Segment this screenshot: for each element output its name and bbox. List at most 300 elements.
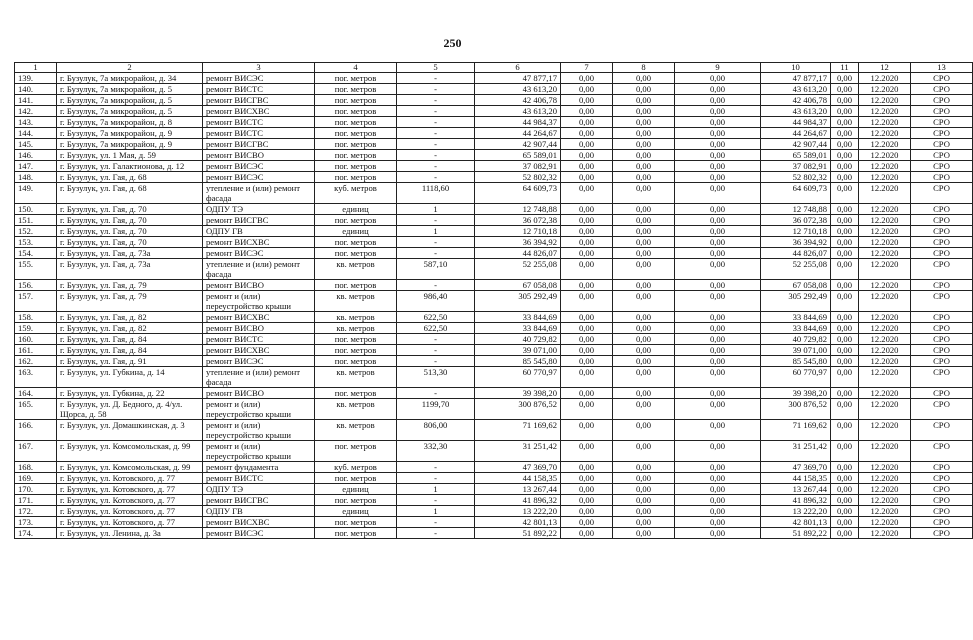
owner-funds-cell: 44 158,35 bbox=[761, 473, 831, 484]
quantity-cell: - bbox=[397, 345, 475, 356]
address-cell: г. Бузулук, ул. Гая, д. 68 bbox=[57, 183, 203, 204]
other-funds-cell: 0,00 bbox=[831, 506, 859, 517]
method-cell: СРО bbox=[911, 399, 973, 420]
fund-cost-cell: 0,00 bbox=[561, 323, 613, 334]
address-cell: г. Бузулук, 7а микрорайон, д. 34 bbox=[57, 73, 203, 84]
completion-date-cell: 12.2020 bbox=[859, 161, 911, 172]
owner-funds-cell: 44 264,67 bbox=[761, 128, 831, 139]
unit-cell: пог. метров bbox=[315, 150, 397, 161]
quantity-cell: 1 bbox=[397, 506, 475, 517]
row-number-cell: 158. bbox=[15, 312, 57, 323]
owner-funds-cell: 64 609,73 bbox=[761, 183, 831, 204]
unit-cell: единиц bbox=[315, 506, 397, 517]
owner-funds-cell: 37 082,91 bbox=[761, 161, 831, 172]
budget-cost-cell: 0,00 bbox=[613, 495, 675, 506]
local-cost-cell: 0,00 bbox=[675, 495, 761, 506]
fund-cost-cell: 0,00 bbox=[561, 388, 613, 399]
row-number-cell: 166. bbox=[15, 420, 57, 441]
total-cost-cell: 47 877,17 bbox=[475, 73, 561, 84]
fund-cost-cell: 0,00 bbox=[561, 150, 613, 161]
completion-date-cell: 12.2020 bbox=[859, 323, 911, 334]
unit-cell: кв. метров bbox=[315, 367, 397, 388]
owner-funds-cell: 52 255,08 bbox=[761, 259, 831, 280]
completion-date-cell: 12.2020 bbox=[859, 139, 911, 150]
local-cost-cell: 0,00 bbox=[675, 420, 761, 441]
fund-cost-cell: 0,00 bbox=[561, 226, 613, 237]
completion-date-cell: 12.2020 bbox=[859, 226, 911, 237]
owner-funds-cell: 43 613,20 bbox=[761, 106, 831, 117]
row-number-cell: 155. bbox=[15, 259, 57, 280]
other-funds-cell: 0,00 bbox=[831, 323, 859, 334]
address-cell: г. Бузулук, ул. Губкина, д. 14 bbox=[57, 367, 203, 388]
other-funds-cell: 0,00 bbox=[831, 528, 859, 539]
owner-funds-cell: 13 267,44 bbox=[761, 484, 831, 495]
row-number-cell: 174. bbox=[15, 528, 57, 539]
fund-cost-cell: 0,00 bbox=[561, 356, 613, 367]
method-cell: СРО bbox=[911, 345, 973, 356]
address-cell: г. Бузулук, ул. Комсомольская, д. 99 bbox=[57, 462, 203, 473]
other-funds-cell: 0,00 bbox=[831, 117, 859, 128]
total-cost-cell: 43 613,20 bbox=[475, 106, 561, 117]
quantity-cell: 332,30 bbox=[397, 441, 475, 462]
work-type-cell: ремонт ВИСЭС bbox=[203, 172, 315, 183]
owner-funds-cell: 39 071,00 bbox=[761, 345, 831, 356]
column-header: 12 bbox=[859, 63, 911, 73]
total-cost-cell: 44 264,67 bbox=[475, 128, 561, 139]
other-funds-cell: 0,00 bbox=[831, 150, 859, 161]
other-funds-cell: 0,00 bbox=[831, 226, 859, 237]
unit-cell: кв. метров bbox=[315, 420, 397, 441]
local-cost-cell: 0,00 bbox=[675, 323, 761, 334]
table-row bbox=[15, 399, 973, 420]
quantity-cell: - bbox=[397, 473, 475, 484]
fund-cost-cell: 0,00 bbox=[561, 280, 613, 291]
unit-cell: пог. метров bbox=[315, 161, 397, 172]
unit-cell: пог. метров bbox=[315, 139, 397, 150]
local-cost-cell: 0,00 bbox=[675, 172, 761, 183]
row-number-cell: 162. bbox=[15, 356, 57, 367]
unit-cell: кв. метров bbox=[315, 399, 397, 420]
unit-cell: пог. метров bbox=[315, 495, 397, 506]
table-row bbox=[15, 334, 973, 345]
fund-cost-cell: 0,00 bbox=[561, 84, 613, 95]
owner-funds-cell: 12 710,18 bbox=[761, 226, 831, 237]
fund-cost-cell: 0,00 bbox=[561, 291, 613, 312]
quantity-cell: - bbox=[397, 150, 475, 161]
work-type-cell: утепление и (или) ремонт фасада bbox=[203, 259, 315, 280]
total-cost-cell: 39 398,20 bbox=[475, 388, 561, 399]
quantity-cell: - bbox=[397, 462, 475, 473]
method-cell: СРО bbox=[911, 280, 973, 291]
address-cell: г. Бузулук, ул. Котовского, д. 77 bbox=[57, 506, 203, 517]
budget-cost-cell: 0,00 bbox=[613, 117, 675, 128]
address-cell: г. Бузулук, ул. Гая, д. 82 bbox=[57, 312, 203, 323]
row-number-cell: 153. bbox=[15, 237, 57, 248]
quantity-cell: - bbox=[397, 73, 475, 84]
table-row bbox=[15, 204, 973, 215]
owner-funds-cell: 85 545,80 bbox=[761, 356, 831, 367]
unit-cell: пог. метров bbox=[315, 356, 397, 367]
budget-cost-cell: 0,00 bbox=[613, 215, 675, 226]
other-funds-cell: 0,00 bbox=[831, 259, 859, 280]
owner-funds-cell: 67 058,08 bbox=[761, 280, 831, 291]
unit-cell: пог. метров bbox=[315, 388, 397, 399]
column-header: 5 bbox=[397, 63, 475, 73]
total-cost-cell: 67 058,08 bbox=[475, 280, 561, 291]
row-number-cell: 154. bbox=[15, 248, 57, 259]
budget-cost-cell: 0,00 bbox=[613, 73, 675, 84]
total-cost-cell: 42 801,13 bbox=[475, 517, 561, 528]
fund-cost-cell: 0,00 bbox=[561, 484, 613, 495]
unit-cell: пог. метров bbox=[315, 84, 397, 95]
row-number-cell: 140. bbox=[15, 84, 57, 95]
owner-funds-cell: 44 984,37 bbox=[761, 117, 831, 128]
local-cost-cell: 0,00 bbox=[675, 128, 761, 139]
local-cost-cell: 0,00 bbox=[675, 506, 761, 517]
quantity-cell: 1118,60 bbox=[397, 183, 475, 204]
completion-date-cell: 12.2020 bbox=[859, 388, 911, 399]
row-number-cell: 165. bbox=[15, 399, 57, 420]
table-row bbox=[15, 484, 973, 495]
budget-cost-cell: 0,00 bbox=[613, 291, 675, 312]
owner-funds-cell: 43 613,20 bbox=[761, 84, 831, 95]
fund-cost-cell: 0,00 bbox=[561, 312, 613, 323]
completion-date-cell: 12.2020 bbox=[859, 172, 911, 183]
other-funds-cell: 0,00 bbox=[831, 399, 859, 420]
row-number-cell: 157. bbox=[15, 291, 57, 312]
owner-funds-cell: 305 292,49 bbox=[761, 291, 831, 312]
owner-funds-cell: 51 892,22 bbox=[761, 528, 831, 539]
local-cost-cell: 0,00 bbox=[675, 150, 761, 161]
table-row bbox=[15, 506, 973, 517]
address-cell: г. Бузулук, 7а микрорайон, д. 5 bbox=[57, 95, 203, 106]
completion-date-cell: 12.2020 bbox=[859, 517, 911, 528]
local-cost-cell: 0,00 bbox=[675, 73, 761, 84]
work-type-cell: ремонт ВИСТС bbox=[203, 117, 315, 128]
completion-date-cell: 12.2020 bbox=[859, 495, 911, 506]
local-cost-cell: 0,00 bbox=[675, 117, 761, 128]
table-row bbox=[15, 139, 973, 150]
fund-cost-cell: 0,00 bbox=[561, 334, 613, 345]
owner-funds-cell: 65 589,01 bbox=[761, 150, 831, 161]
table-row bbox=[15, 84, 973, 95]
local-cost-cell: 0,00 bbox=[675, 345, 761, 356]
quantity-cell: - bbox=[397, 388, 475, 399]
address-cell: г. Бузулук, ул. Гая, д. 73а bbox=[57, 259, 203, 280]
other-funds-cell: 0,00 bbox=[831, 484, 859, 495]
work-type-cell: ремонт ВИСХВС bbox=[203, 312, 315, 323]
total-cost-cell: 41 896,32 bbox=[475, 495, 561, 506]
budget-cost-cell: 0,00 bbox=[613, 95, 675, 106]
unit-cell: единиц bbox=[315, 204, 397, 215]
owner-funds-cell: 41 896,32 bbox=[761, 495, 831, 506]
other-funds-cell: 0,00 bbox=[831, 334, 859, 345]
owner-funds-cell: 33 844,69 bbox=[761, 312, 831, 323]
row-number-cell: 148. bbox=[15, 172, 57, 183]
total-cost-cell: 71 169,62 bbox=[475, 420, 561, 441]
work-type-cell: ремонт ВИСЭС bbox=[203, 356, 315, 367]
row-number-cell: 139. bbox=[15, 73, 57, 84]
row-number-cell: 173. bbox=[15, 517, 57, 528]
local-cost-cell: 0,00 bbox=[675, 517, 761, 528]
address-cell: г. Бузулук, ул. Губкина, д. 22 bbox=[57, 388, 203, 399]
total-cost-cell: 37 082,91 bbox=[475, 161, 561, 172]
quantity-cell: - bbox=[397, 280, 475, 291]
quantity-cell: - bbox=[397, 248, 475, 259]
owner-funds-cell: 36 072,38 bbox=[761, 215, 831, 226]
method-cell: СРО bbox=[911, 215, 973, 226]
work-type-cell: ремонт и (или) переустройство крыши bbox=[203, 420, 315, 441]
other-funds-cell: 0,00 bbox=[831, 204, 859, 215]
budget-cost-cell: 0,00 bbox=[613, 280, 675, 291]
other-funds-cell: 0,00 bbox=[831, 183, 859, 204]
total-cost-cell: 44 826,07 bbox=[475, 248, 561, 259]
table-row bbox=[15, 517, 973, 528]
method-cell: СРО bbox=[911, 139, 973, 150]
owner-funds-cell: 52 802,32 bbox=[761, 172, 831, 183]
address-cell: г. Бузулук, ул. Гая, д. 79 bbox=[57, 291, 203, 312]
owner-funds-cell: 300 876,52 bbox=[761, 399, 831, 420]
table-row bbox=[15, 420, 973, 441]
quantity-cell: 806,00 bbox=[397, 420, 475, 441]
budget-cost-cell: 0,00 bbox=[613, 312, 675, 323]
local-cost-cell: 0,00 bbox=[675, 462, 761, 473]
unit-cell: единиц bbox=[315, 484, 397, 495]
work-type-cell: ОДПУ ТЭ bbox=[203, 484, 315, 495]
column-header: 9 bbox=[675, 63, 761, 73]
table-row bbox=[15, 356, 973, 367]
row-number-cell: 143. bbox=[15, 117, 57, 128]
table-row bbox=[15, 226, 973, 237]
completion-date-cell: 12.2020 bbox=[859, 237, 911, 248]
method-cell: СРО bbox=[911, 473, 973, 484]
fund-cost-cell: 0,00 bbox=[561, 462, 613, 473]
work-type-cell: ремонт ВИСТС bbox=[203, 84, 315, 95]
page-number: 250 bbox=[443, 36, 462, 50]
other-funds-cell: 0,00 bbox=[831, 312, 859, 323]
budget-cost-cell: 0,00 bbox=[613, 226, 675, 237]
owner-funds-cell: 47 369,70 bbox=[761, 462, 831, 473]
completion-date-cell: 12.2020 bbox=[859, 528, 911, 539]
row-number-cell: 142. bbox=[15, 106, 57, 117]
completion-date-cell: 12.2020 bbox=[859, 506, 911, 517]
fund-cost-cell: 0,00 bbox=[561, 473, 613, 484]
address-cell: г. Бузулук, ул. Гая, д. 70 bbox=[57, 215, 203, 226]
table-row bbox=[15, 473, 973, 484]
other-funds-cell: 0,00 bbox=[831, 367, 859, 388]
unit-cell: кв. метров bbox=[315, 323, 397, 334]
address-cell: г. Бузулук, ул. Гая, д. 91 bbox=[57, 356, 203, 367]
address-cell: г. Бузулук, ул. Ленина, д. 3а bbox=[57, 528, 203, 539]
quantity-cell: - bbox=[397, 517, 475, 528]
work-type-cell: утепление и (или) ремонт фасада bbox=[203, 183, 315, 204]
budget-cost-cell: 0,00 bbox=[613, 528, 675, 539]
local-cost-cell: 0,00 bbox=[675, 399, 761, 420]
work-type-cell: ремонт ВИСГВС bbox=[203, 215, 315, 226]
total-cost-cell: 39 071,00 bbox=[475, 345, 561, 356]
budget-cost-cell: 0,00 bbox=[613, 183, 675, 204]
total-cost-cell: 13 222,20 bbox=[475, 506, 561, 517]
other-funds-cell: 0,00 bbox=[831, 237, 859, 248]
work-type-cell: ремонт ВИСВО bbox=[203, 323, 315, 334]
address-cell: г. Бузулук, ул. Гая, д. 70 bbox=[57, 226, 203, 237]
work-type-cell: ремонт ВИСГВС bbox=[203, 495, 315, 506]
row-number-cell: 146. bbox=[15, 150, 57, 161]
method-cell: СРО bbox=[911, 161, 973, 172]
fund-cost-cell: 0,00 bbox=[561, 204, 613, 215]
unit-cell: пог. метров bbox=[315, 528, 397, 539]
address-cell: г. Бузулук, ул. Домашкинская, д. 3 bbox=[57, 420, 203, 441]
method-cell: СРО bbox=[911, 291, 973, 312]
quantity-cell: 622,50 bbox=[397, 323, 475, 334]
owner-funds-cell: 36 394,92 bbox=[761, 237, 831, 248]
completion-date-cell: 12.2020 bbox=[859, 399, 911, 420]
method-cell: СРО bbox=[911, 117, 973, 128]
local-cost-cell: 0,00 bbox=[675, 259, 761, 280]
owner-funds-cell: 39 398,20 bbox=[761, 388, 831, 399]
local-cost-cell: 0,00 bbox=[675, 441, 761, 462]
work-type-cell: ремонт ВИСЭС bbox=[203, 528, 315, 539]
fund-cost-cell: 0,00 bbox=[561, 528, 613, 539]
other-funds-cell: 0,00 bbox=[831, 172, 859, 183]
work-type-cell: ремонт ВИСЭС bbox=[203, 73, 315, 84]
budget-cost-cell: 0,00 bbox=[613, 367, 675, 388]
unit-cell: куб. метров bbox=[315, 183, 397, 204]
quantity-cell: 513,30 bbox=[397, 367, 475, 388]
other-funds-cell: 0,00 bbox=[831, 95, 859, 106]
quantity-cell: 622,50 bbox=[397, 312, 475, 323]
table-body bbox=[15, 73, 973, 539]
table-row bbox=[15, 248, 973, 259]
method-cell: СРО bbox=[911, 517, 973, 528]
row-number-cell: 152. bbox=[15, 226, 57, 237]
budget-cost-cell: 0,00 bbox=[613, 388, 675, 399]
row-number-cell: 147. bbox=[15, 161, 57, 172]
address-cell: г. Бузулук, ул. Гая, д. 84 bbox=[57, 334, 203, 345]
work-type-cell: ремонт ВИСХВС bbox=[203, 345, 315, 356]
other-funds-cell: 0,00 bbox=[831, 388, 859, 399]
completion-date-cell: 12.2020 bbox=[859, 150, 911, 161]
local-cost-cell: 0,00 bbox=[675, 139, 761, 150]
fund-cost-cell: 0,00 bbox=[561, 161, 613, 172]
local-cost-cell: 0,00 bbox=[675, 356, 761, 367]
table-row bbox=[15, 117, 973, 128]
total-cost-cell: 13 267,44 bbox=[475, 484, 561, 495]
other-funds-cell: 0,00 bbox=[831, 473, 859, 484]
table-row bbox=[15, 312, 973, 323]
budget-cost-cell: 0,00 bbox=[613, 84, 675, 95]
work-type-cell: ремонт ВИСХВС bbox=[203, 517, 315, 528]
work-type-cell: ОДПУ ТЭ bbox=[203, 204, 315, 215]
budget-cost-cell: 0,00 bbox=[613, 517, 675, 528]
fund-cost-cell: 0,00 bbox=[561, 399, 613, 420]
quantity-cell: 1 bbox=[397, 484, 475, 495]
quantity-cell: - bbox=[397, 215, 475, 226]
method-cell: СРО bbox=[911, 204, 973, 215]
completion-date-cell: 12.2020 bbox=[859, 117, 911, 128]
fund-cost-cell: 0,00 bbox=[561, 73, 613, 84]
budget-cost-cell: 0,00 bbox=[613, 506, 675, 517]
completion-date-cell: 12.2020 bbox=[859, 345, 911, 356]
total-cost-cell: 44 158,35 bbox=[475, 473, 561, 484]
method-cell: СРО bbox=[911, 495, 973, 506]
method-cell: СРО bbox=[911, 248, 973, 259]
total-cost-cell: 12 748,88 bbox=[475, 204, 561, 215]
address-cell: г. Бузулук, ул. Котовского, д. 77 bbox=[57, 473, 203, 484]
table-row bbox=[15, 95, 973, 106]
unit-cell: пог. метров bbox=[315, 345, 397, 356]
other-funds-cell: 0,00 bbox=[831, 356, 859, 367]
owner-funds-cell: 42 907,44 bbox=[761, 139, 831, 150]
address-cell: г. Бузулук, 7а микрорайон, д. 9 bbox=[57, 128, 203, 139]
unit-cell: пог. метров bbox=[315, 117, 397, 128]
address-cell: г. Бузулук, ул. Котовского, д. 77 bbox=[57, 517, 203, 528]
owner-funds-cell: 42 406,78 bbox=[761, 95, 831, 106]
completion-date-cell: 12.2020 bbox=[859, 484, 911, 495]
local-cost-cell: 0,00 bbox=[675, 528, 761, 539]
local-cost-cell: 0,00 bbox=[675, 226, 761, 237]
total-cost-cell: 42 907,44 bbox=[475, 139, 561, 150]
table-row bbox=[15, 183, 973, 204]
budget-cost-cell: 0,00 bbox=[613, 345, 675, 356]
quantity-cell: 986,40 bbox=[397, 291, 475, 312]
table-row bbox=[15, 462, 973, 473]
completion-date-cell: 12.2020 bbox=[859, 367, 911, 388]
quantity-cell: 1199,70 bbox=[397, 399, 475, 420]
completion-date-cell: 12.2020 bbox=[859, 462, 911, 473]
owner-funds-cell: 33 844,69 bbox=[761, 323, 831, 334]
address-cell: г. Бузулук, ул. 1 Мая, д. 59 bbox=[57, 150, 203, 161]
completion-date-cell: 12.2020 bbox=[859, 312, 911, 323]
table-row bbox=[15, 367, 973, 388]
completion-date-cell: 12.2020 bbox=[859, 84, 911, 95]
table-row bbox=[15, 150, 973, 161]
method-cell: СРО bbox=[911, 388, 973, 399]
fund-cost-cell: 0,00 bbox=[561, 517, 613, 528]
work-type-cell: ремонт ВИСВО bbox=[203, 388, 315, 399]
completion-date-cell: 12.2020 bbox=[859, 95, 911, 106]
method-cell: СРО bbox=[911, 484, 973, 495]
budget-cost-cell: 0,00 bbox=[613, 248, 675, 259]
address-cell: г. Бузулук, ул. Галактионова, д. 12 bbox=[57, 161, 203, 172]
budget-cost-cell: 0,00 bbox=[613, 139, 675, 150]
other-funds-cell: 0,00 bbox=[831, 462, 859, 473]
fund-cost-cell: 0,00 bbox=[561, 215, 613, 226]
work-type-cell: ремонт ВИСХВС bbox=[203, 106, 315, 117]
fund-cost-cell: 0,00 bbox=[561, 367, 613, 388]
address-cell: г. Бузулук, 7а микрорайон, д. 9 bbox=[57, 139, 203, 150]
address-cell: г. Бузулук, ул. Гая, д. 82 bbox=[57, 323, 203, 334]
completion-date-cell: 12.2020 bbox=[859, 259, 911, 280]
other-funds-cell: 0,00 bbox=[831, 420, 859, 441]
address-cell: г. Бузулук, ул. Котовского, д. 77 bbox=[57, 484, 203, 495]
fund-cost-cell: 0,00 bbox=[561, 259, 613, 280]
fund-cost-cell: 0,00 bbox=[561, 237, 613, 248]
table-row bbox=[15, 106, 973, 117]
local-cost-cell: 0,00 bbox=[675, 248, 761, 259]
column-header: 1 bbox=[15, 63, 57, 73]
owner-funds-cell: 40 729,82 bbox=[761, 334, 831, 345]
row-number-cell: 169. bbox=[15, 473, 57, 484]
method-cell: СРО bbox=[911, 95, 973, 106]
table-row bbox=[15, 495, 973, 506]
column-header: 4 bbox=[315, 63, 397, 73]
quantity-cell: 1 bbox=[397, 226, 475, 237]
method-cell: СРО bbox=[911, 334, 973, 345]
row-number-cell: 164. bbox=[15, 388, 57, 399]
quantity-cell: - bbox=[397, 172, 475, 183]
table-row bbox=[15, 441, 973, 462]
